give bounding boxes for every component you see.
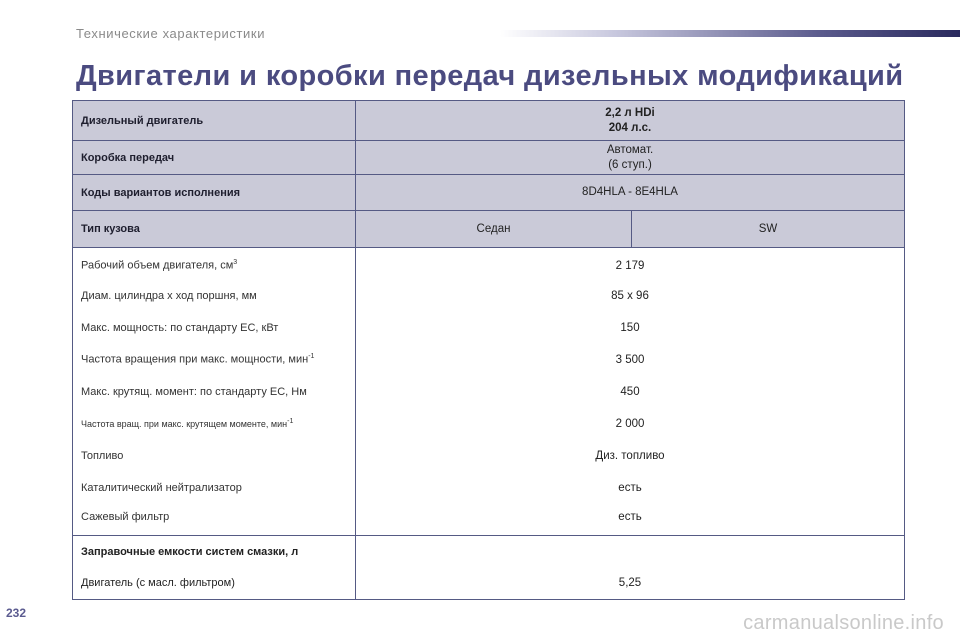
table-row	[73, 472, 905, 504]
spec-table	[72, 100, 905, 600]
spec-label: Макс. крутящ. момент: по стандарту ЕС, Нм	[73, 376, 356, 408]
spec-value: Диз. топливо	[356, 440, 905, 472]
spec-label: Частота вращения при макс. мощности, мин$^{-1}$	[73, 344, 356, 376]
engine-label: Дизельный двигатель	[73, 101, 356, 141]
capacities-block	[73, 536, 905, 600]
unit-superscript: -1	[287, 418, 294, 425]
spec-value: 3 500	[356, 344, 905, 376]
table-row	[73, 568, 905, 600]
header-gradient-bar	[500, 30, 960, 37]
spec-label: Каталитический нейтрализатор	[73, 472, 356, 504]
spec-label: Диам. цилиндра х ход поршня, мм	[73, 280, 356, 312]
spec-label: Рабочий объем двигателя, $см^3$	[73, 248, 356, 280]
engine-row	[73, 101, 905, 141]
spec-value: 85 x 96	[356, 280, 905, 312]
spec-value: 2 179	[356, 248, 905, 280]
spec-value: 450	[356, 376, 905, 408]
table-row	[73, 248, 905, 280]
capacity-value: 5,25	[356, 568, 905, 600]
spec-value: есть	[356, 504, 905, 536]
table-row	[73, 344, 905, 376]
engine-value-line2: 204 л.с.	[608, 121, 652, 134]
table-row	[73, 440, 905, 472]
spec-value: есть	[356, 472, 905, 504]
table-row	[73, 504, 905, 536]
spec-label: Частота вращ. при макс. крутящем моменте, мин$^{-1}$	[73, 408, 356, 440]
spec-label: Сажевый фильтр	[73, 504, 356, 536]
capacity-label: Двигатель (с масл. фильтром)	[73, 568, 356, 600]
gearbox-value	[356, 141, 905, 175]
body-type-label: Тип кузова	[73, 211, 356, 248]
unit-superscript: -1	[308, 353, 315, 361]
page-title: Двигатели и коробки передач дизельных модификаций	[76, 60, 904, 92]
page-number: 232	[6, 606, 27, 620]
table-row	[73, 376, 905, 408]
spec-label: Макс. мощность: по стандарту ЕС, кВт	[73, 312, 356, 344]
body-type-sedan: Седан	[356, 211, 632, 248]
gearbox-label: Коробка передач	[73, 141, 356, 175]
variant-codes-label: Коды вариантов исполнения	[73, 175, 356, 211]
table-header-block	[73, 101, 905, 248]
gearbox-value-line2: (6 ступ.)	[608, 158, 652, 171]
body-type-sw: SW	[632, 211, 905, 248]
capacities-heading: Заправочные емкости систем смазки, л	[73, 536, 356, 568]
unit-superscript: 3	[233, 259, 238, 267]
table-row	[73, 280, 905, 312]
capacities-heading-row	[73, 536, 905, 568]
spec-value: 150	[356, 312, 905, 344]
body-type-row	[73, 211, 905, 248]
spec-label: Топливо	[73, 440, 356, 472]
section-title: Технические характеристики	[76, 26, 266, 41]
spec-value: 2 000	[356, 408, 905, 440]
spec-rows-block	[73, 248, 905, 536]
gearbox-value-line1: Автомат.	[606, 143, 654, 156]
capacities-heading-empty	[356, 536, 905, 568]
engine-value	[356, 101, 905, 141]
gearbox-row	[73, 141, 905, 175]
variant-codes-value: 8D4HLA - 8E4HLA	[356, 175, 905, 211]
variant-codes-row	[73, 175, 905, 211]
table-row	[73, 312, 905, 344]
watermark: carmanualsonline.info	[743, 612, 944, 634]
engine-value-line1: 2,2 л HDi	[605, 106, 655, 119]
table-row	[73, 408, 905, 440]
